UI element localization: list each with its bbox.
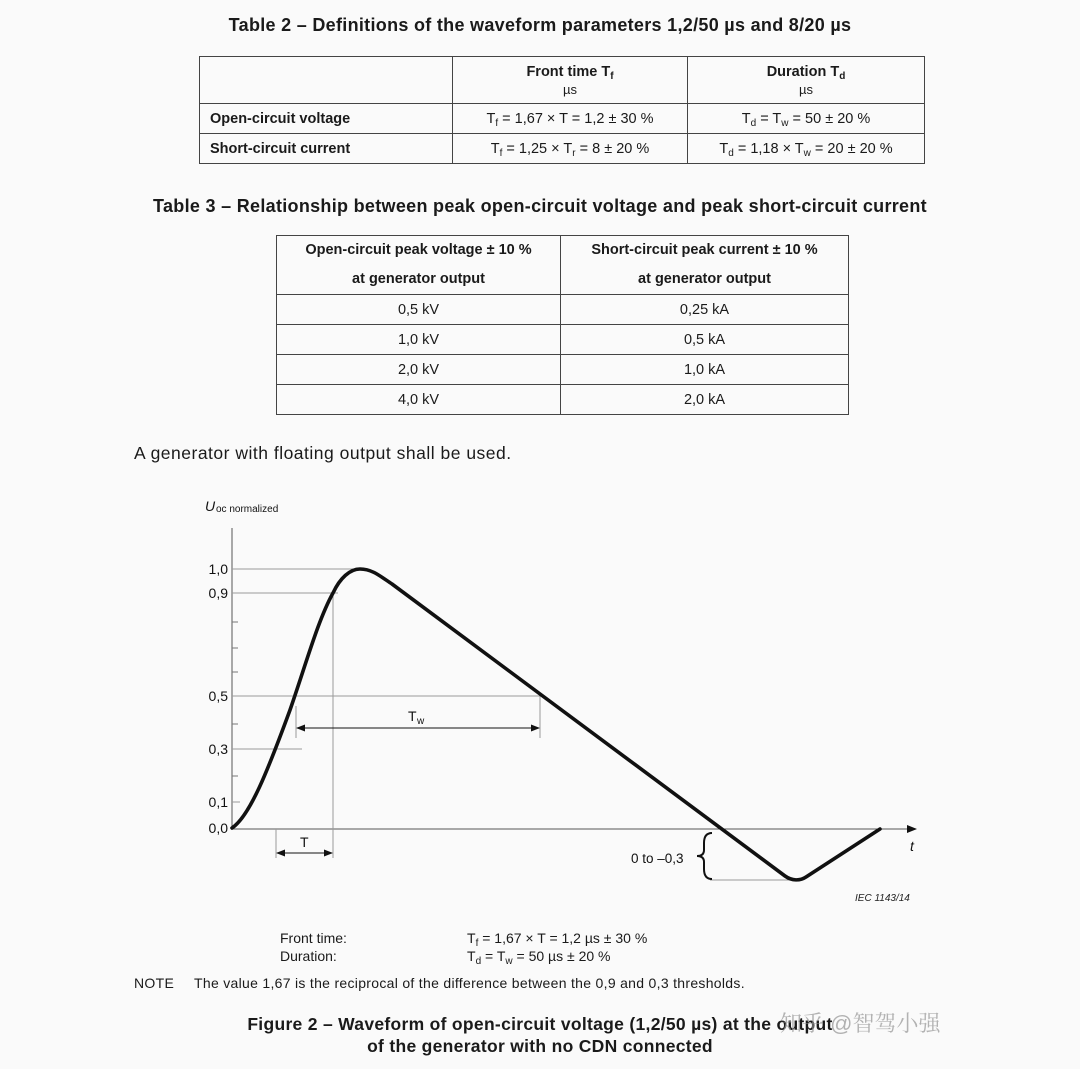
table2-header-duration — [688, 57, 925, 104]
table3-current-cell: 0,25 kA — [561, 295, 849, 325]
y-minor-ticks — [232, 622, 238, 776]
table3-voltage-cell: 1,0 kV — [277, 325, 561, 355]
table2 — [199, 56, 925, 164]
body-paragraph: A generator with floating output shall be used. — [134, 443, 512, 463]
table2-col1-sub: f — [610, 70, 614, 82]
figure-caption-line2: of the generator with no CDN connected — [367, 1036, 713, 1056]
table2-row — [200, 134, 925, 164]
table2-front-cell: $T_f = 1,67 \times T = 1,2 \pm 30$ % — [453, 104, 688, 134]
table2-header-front-time — [453, 57, 688, 104]
table-row — [277, 385, 849, 415]
y-axis-label-sub: oc normalized — [216, 504, 279, 515]
iec-reference: IEC 1143/14 — [855, 893, 910, 904]
y-tick-label: 0,0 — [208, 820, 228, 836]
y-tick-label: 0,9 — [208, 585, 228, 601]
y-tick-label: 0,1 — [208, 794, 228, 810]
table-row — [277, 295, 849, 325]
table2-row-label: Open-circuit voltage — [200, 104, 453, 134]
y-tick-label: 1,0 — [208, 561, 228, 577]
table3-header-voltage: Open-circuit peak voltage ± 10 % at generator output — [277, 236, 561, 295]
table2-row-label: Short-circuit current — [200, 134, 453, 164]
tw-label: T — [408, 708, 417, 724]
table2-header-row — [200, 57, 925, 104]
table3-header-row — [277, 236, 849, 295]
table2-col2-label: Duration T — [766, 63, 840, 80]
figure-caption-line1: Figure 2 – Waveform of open-circuit voltage (1,2/50 µs) at the output — [247, 1014, 833, 1034]
reference-lines — [232, 569, 800, 880]
front-time-label: Front time: — [280, 930, 347, 946]
table3-voltage-cell: 2,0 kV — [277, 355, 561, 385]
note-text: The value 1,67 is the reciprocal of the difference between the 0,9 and 0,3 thresholds. — [194, 975, 745, 991]
t-label: T — [300, 834, 309, 850]
duration-value: $T_d = T_w = 50$ µs ± 20 % — [467, 948, 611, 967]
table3-current-cell: 0,5 kA — [561, 325, 849, 355]
note-tag: NOTE — [134, 975, 175, 991]
table2-col1-unit: µs — [563, 81, 577, 97]
table2-title: Table 2 – Definitions of the waveform parameters 1,2/50 µs and 8/20 µs — [228, 15, 852, 35]
waveform-figure — [0, 480, 1080, 920]
table2-duration-cell: $T_d = T_w = 50 \pm 20$ % — [688, 104, 925, 134]
table2-header-empty — [200, 57, 453, 104]
table3-current-cell: 2,0 kA — [561, 385, 849, 415]
figure-note — [134, 975, 745, 991]
table-row — [277, 325, 849, 355]
watermark: 知乎 @智驾小强 — [780, 1011, 941, 1036]
table3 — [276, 235, 849, 415]
duration-label: Duration: — [280, 948, 337, 964]
table3-voltage-cell: 4,0 kV — [277, 385, 561, 415]
front-time-value: $T_f = 1,67 \times T = 1,2$ µs ± 30 % — [467, 930, 648, 949]
undershoot-brace — [697, 833, 712, 879]
table3-current-cell: 1,0 kA — [561, 355, 849, 385]
table2-col1-label: Front time T — [526, 63, 611, 80]
x-axis-label: t — [910, 838, 914, 854]
table2-front-cell: $T_f = 1,25 \times T_r = 8 \pm 20$ % — [453, 134, 688, 164]
waveform-curve — [232, 569, 880, 880]
y-axis-label: U — [205, 498, 216, 514]
table3-voltage-cell: 0,5 kV — [277, 295, 561, 325]
y-tick-label: 0,5 — [208, 688, 228, 704]
tw-label-sub: w — [417, 716, 425, 727]
table2-duration-cell: $T_d = 1,18 \times T_w = 20 \pm 20$ % — [688, 134, 925, 164]
y-tick-label: 0,3 — [208, 741, 228, 757]
table2-row — [200, 104, 925, 134]
table3-title: Table 3 – Relationship between peak open-circuit voltage and peak short-circuit current — [153, 196, 927, 216]
table2-col2-sub: d — [839, 70, 846, 82]
table2-col2-unit: µs — [799, 81, 813, 97]
undershoot-label: 0 to –0,3 — [631, 851, 684, 866]
table-row — [277, 355, 849, 385]
table3-header-current: Short-circuit peak current ± 10 % at generator output — [561, 236, 849, 295]
